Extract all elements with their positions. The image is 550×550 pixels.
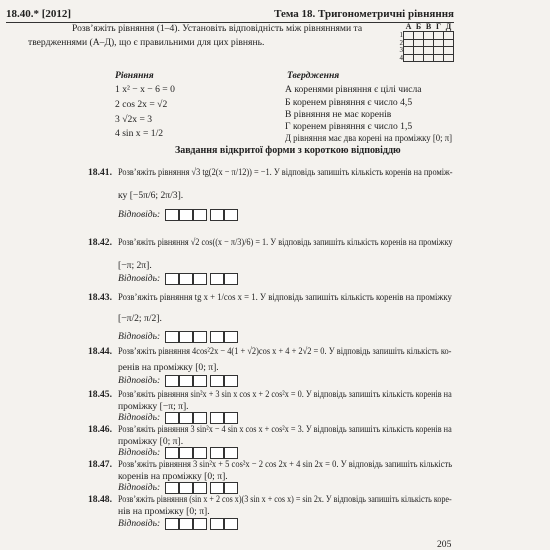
answer-box[interactable] [224, 518, 238, 530]
task-text: Розв’яжіть рівняння √2 cos((x − π/3)/6) = 1. У відповідь запишіть кількість коренів на проміжку [118, 237, 453, 248]
answer-box[interactable] [165, 412, 179, 424]
equation-2: 2 cos 2x = √2 [115, 99, 168, 110]
answer-box[interactable] [165, 375, 179, 387]
answer-box[interactable] [179, 482, 193, 494]
grid-cell[interactable] [444, 47, 454, 55]
grid-col: А [405, 21, 412, 31]
answer-box[interactable] [224, 209, 238, 221]
grid-cell[interactable] [404, 32, 414, 40]
task-text: Розв’яжіть рівняння 4cos²2x − 4(1 + √2)cos x + 4 + 2√2 = 0. У відповідь запишіть кількість ко- [118, 346, 452, 357]
task40-line1: Розв’яжіть рівняння (1–4). Установіть відповідність між рівняннями та [72, 23, 363, 34]
task-text-2: коренів на проміжку [0; π]. [118, 471, 228, 482]
answer-box[interactable] [210, 375, 224, 387]
answer-label: Відповідь: [118, 375, 161, 386]
grid-cell[interactable] [404, 47, 414, 55]
answer-box[interactable] [193, 518, 207, 530]
answer-label: Відповідь: [118, 482, 161, 493]
grid-cell[interactable] [404, 54, 414, 62]
answer-box[interactable] [224, 273, 238, 285]
answer-label: Відповідь: [118, 412, 161, 423]
answer-box[interactable] [165, 331, 179, 343]
grid-cell[interactable] [404, 39, 414, 47]
answer-box[interactable] [165, 209, 179, 221]
answer-box[interactable] [224, 447, 238, 459]
task-text-2: проміжку [−π; π]. [118, 401, 189, 412]
answer-box[interactable] [224, 331, 238, 343]
grid-cell[interactable] [434, 39, 444, 47]
task-number: 18.47. [88, 459, 112, 470]
grid-cell[interactable] [414, 47, 424, 55]
answer-box[interactable] [210, 209, 224, 221]
statement-v: В рівняння не має коренів [285, 109, 392, 120]
page-number: 205 [437, 539, 452, 550]
task-text-2: [−π/2; π/2]. [118, 313, 162, 324]
task-text-2: ку [−5π/6; 2π/3]. [118, 190, 184, 201]
answer-box[interactable] [179, 447, 193, 459]
grid-row-label: 3 [399, 46, 403, 55]
task-number: 18.44. [88, 346, 112, 357]
task-number: 18.48. [88, 494, 112, 505]
answer-box[interactable] [210, 331, 224, 343]
task-number: 18.45. [88, 389, 112, 400]
grid-row-label: 4 [399, 53, 403, 62]
answer-box[interactable] [179, 273, 193, 285]
grid-cell[interactable] [424, 39, 434, 47]
grid-col: В [425, 21, 432, 31]
grid-cell[interactable] [444, 54, 454, 62]
task-number: 18.43. [88, 292, 112, 303]
task-text: Розв’яжіть рівняння (sin x + 2 cos x)(3 sin x + cos x) = sin 2x. У відповідь запишіть кількість коре- [118, 494, 452, 505]
task-text-2: ренів на проміжку [0; π]. [118, 362, 219, 373]
grid-col: Д [445, 21, 452, 31]
answer-box[interactable] [224, 482, 238, 494]
task-number: 18.42. [88, 237, 112, 248]
grid-col: Г [435, 21, 442, 31]
answer-box[interactable] [210, 447, 224, 459]
task-number: 18.41. [88, 167, 112, 178]
answer-box[interactable] [193, 273, 207, 285]
equation-3: 3 √2x = 3 [115, 114, 153, 125]
task-number-18-40: 18.40.* [2012] [6, 8, 72, 20]
answer-box[interactable] [193, 375, 207, 387]
grid-col: Б [415, 21, 422, 31]
grid-cell[interactable] [414, 32, 424, 40]
equations-heading: Рівняння [115, 70, 154, 81]
task-text-2: проміжку [0; π]. [118, 436, 184, 447]
section-title: Завдання відкритої форми з короткою відповіддю [175, 145, 401, 156]
answer-box[interactable] [179, 518, 193, 530]
task-text: Розв’яжіть рівняння 3 sin²x + 5 cos²x − 2 cos 2x + 4 sin 2x = 0. У відповідь запишіть кількість [118, 459, 453, 470]
grid-cell[interactable] [434, 32, 444, 40]
answer-label: Відповідь: [118, 273, 161, 284]
answer-box[interactable] [179, 331, 193, 343]
page-header [6, 10, 454, 23]
task-text-2: нів на проміжку [0; π]. [118, 506, 210, 517]
answer-box[interactable] [179, 209, 193, 221]
grid-cell[interactable] [444, 39, 454, 47]
answer-box[interactable] [165, 447, 179, 459]
answer-box[interactable] [179, 375, 193, 387]
grid-row-label: 2 [399, 38, 403, 47]
equation-1: 1 x² − x − 6 = 0 [115, 84, 175, 95]
grid-cell[interactable] [444, 32, 454, 40]
grid-cell[interactable] [424, 32, 434, 40]
task40-line2: твердженнями (А–Д), що є правильними для цих рівнянь. [28, 37, 265, 48]
statements-heading: Твердження [287, 70, 340, 81]
answer-box[interactable] [193, 209, 207, 221]
grid-cell[interactable] [434, 47, 444, 55]
answer-box[interactable] [210, 273, 224, 285]
answer-label: Відповідь: [118, 331, 161, 342]
statement-d: Д рівняння має два корені на проміжку [0; π] [285, 133, 453, 144]
statement-g: Г коренем рівняння є число 1,5 [285, 121, 413, 132]
answer-box[interactable] [179, 412, 193, 424]
answer-box[interactable] [210, 412, 224, 424]
statement-a: А коренями рівняння є цілі числа [285, 84, 422, 95]
task-text: Розв’яжіть рівняння √3 tg(2(x − π/12)) = −1. У відповідь запишіть кількість коренів на проміж- [118, 167, 453, 178]
answer-box[interactable] [224, 412, 238, 424]
grid-cell[interactable] [414, 39, 424, 47]
answer-box[interactable] [193, 482, 207, 494]
answer-box[interactable] [165, 518, 179, 530]
grid-cell[interactable] [424, 47, 434, 55]
answer-box[interactable] [210, 518, 224, 530]
task-text: Розв’яжіть рівняння 3 sin²x − 4 sin x cos x + cos²x = 3. У відповідь запишіть кількість коренів на [118, 424, 452, 435]
grid-cell[interactable] [434, 54, 444, 62]
statement-b: Б коренем рівняння є число 4,5 [285, 97, 413, 108]
answer-box[interactable] [165, 482, 179, 494]
grid-row-label: 1 [399, 31, 403, 40]
answer-label: Відповідь: [118, 447, 161, 458]
answer-box[interactable] [210, 482, 224, 494]
answer-box[interactable] [224, 375, 238, 387]
answer-box[interactable] [193, 412, 207, 424]
task-text: Розв’яжіть рівняння tg x + 1/cos x = 1. У відповідь запишіть кількість коренів на проміжку [118, 292, 452, 303]
answer-label: Відповідь: [118, 518, 161, 529]
answer-box[interactable] [193, 331, 207, 343]
topic-title: Тема 18. Тригонометричні рівняння [274, 8, 454, 20]
task-text-2: [−π; 2π]. [118, 260, 152, 271]
task-text: Розв’яжіть рівняння sin²x + 3 sin x cos x + 2 cos²x = 0. У відповідь запишіть кількість коренів на [118, 389, 452, 400]
answer-box[interactable] [193, 447, 207, 459]
grid-cell[interactable] [424, 54, 434, 62]
answer-grid [397, 22, 454, 62]
grid-cell[interactable] [414, 54, 424, 62]
answer-box[interactable] [165, 273, 179, 285]
answer-label: Відповідь: [118, 209, 161, 220]
equation-4: 4 sin x = 1/2 [115, 128, 164, 139]
task-number: 18.46. [88, 424, 112, 435]
